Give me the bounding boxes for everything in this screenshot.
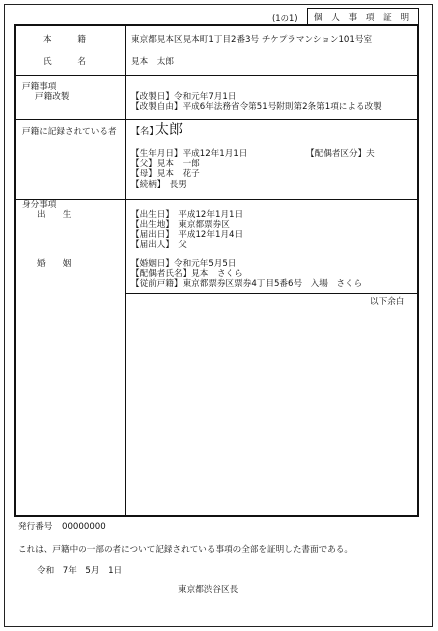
row-divider-koseki (16, 119, 417, 120)
person-name: 太郎 (155, 122, 183, 138)
birth-detail-line: 【届出日】 平成12年1月4日 (131, 230, 244, 240)
issuer: 東京都渋谷区長 (178, 585, 239, 595)
row-divider-honseki (16, 75, 417, 76)
issue-number-value: 00000000 (62, 522, 106, 532)
koseki-kaisei-label: 戸籍改製 (35, 92, 70, 102)
birth-detail-line: 【届出人】 父 (131, 240, 187, 250)
shimei-label: 氏 名 (43, 57, 86, 67)
document-title-text: 個 人 事 項 証 明 (313, 12, 413, 23)
kaisei-date: 【改製日】令和元年7月1日 (131, 92, 237, 102)
birth-detail-line: 【出生日】 平成12年1月1日 (131, 210, 244, 220)
kaisei-reason: 【改製自由】平成6年法務省令第51号附則第2条第1項による改製 (131, 102, 382, 112)
spouse-kubun: 【配偶者区分】夫 (306, 149, 375, 159)
column-divider (125, 26, 126, 515)
birth-date: 【生年月日】平成12年1月1日 (131, 149, 248, 159)
recorded-person-label: 戸籍に記録されている者 (22, 127, 117, 137)
shimei-value: 見本 太郎 (131, 57, 174, 67)
honseki-value: 東京都見本区見本町1丁目2番3号 チケプラマンション101号室 (131, 35, 373, 45)
name-bracket-label: 【名】 (131, 126, 159, 137)
ika-yohaku: 以下余白 (370, 297, 405, 307)
birth-detail-line: 【出生地】 東京都票券区 (131, 220, 230, 230)
marriage-section-label: 婚 姻 (37, 259, 72, 269)
honseki-label: 本 籍 (43, 35, 86, 45)
mother: 【母】見本 花子 (131, 169, 200, 179)
mibun-jiko-label: 身分事項 (22, 200, 57, 210)
father: 【父】見本 一郎 (131, 159, 200, 169)
marriage-detail-line: 【婚姻日】令和元年5月5日 (131, 259, 237, 269)
issue-date: 令和 7年 5月 1日 (37, 566, 123, 576)
relation: 【続柄】 長男 (131, 180, 187, 190)
certification-text: これは、戸籍中の一部の者について記録されている事項の全部を証明した書面である。 (18, 545, 353, 555)
row-divider-person (16, 199, 417, 200)
issue-number-label: 発行番号 (18, 522, 53, 532)
certificate-table (14, 24, 419, 517)
marriage-detail-line: 【従前戸籍】東京都票券区票券4丁目5番6号 入場 さくら (131, 279, 363, 289)
marriage-detail-line: 【配偶者氏名】見本 さくら (131, 269, 243, 279)
document-title (307, 8, 419, 24)
page-count: (1の1) (272, 13, 298, 23)
birth-section-label: 出 生 (37, 210, 72, 220)
koseki-jiko-label: 戸籍事項 (22, 82, 57, 92)
row-divider-yohaku (125, 293, 417, 294)
